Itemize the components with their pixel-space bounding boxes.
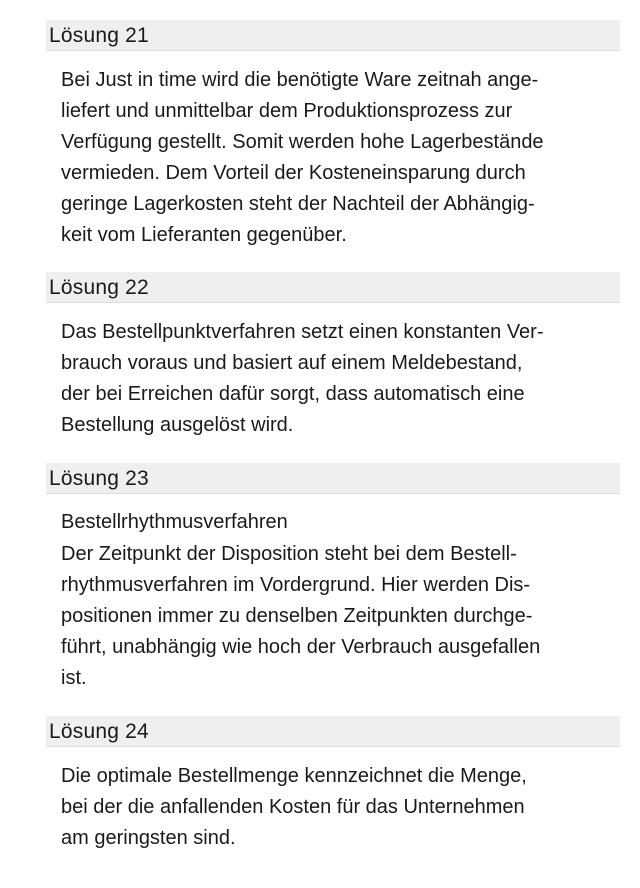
text-line: rhythmusverfahren im Vordergrund. Hier werden Dis- (61, 574, 531, 596)
section-body (61, 51, 621, 272)
text-line: Das Bestellpunktverfahren setzt einen konstanten Ver- (61, 321, 544, 343)
section-body (61, 747, 621, 874)
section-heading: Lösung 24 (46, 716, 620, 747)
solution-text (61, 317, 621, 441)
text-line: vermieden. Dem Vorteil der Kosteneinsparung durch (61, 162, 526, 184)
text-line: am geringsten sind. (61, 827, 236, 849)
text-line: positionen immer zu denselben Zeitpunkten durchge- (61, 605, 533, 627)
solution-section-23 (0, 463, 640, 716)
text-line: der bei Erreichen dafür sorgt, dass automatisch eine (61, 383, 525, 405)
section-heading: Lösung 23 (46, 463, 620, 494)
text-line: Bestellung ausgelöst wird. (61, 414, 294, 436)
solution-section-21 (0, 20, 640, 272)
section-heading: Lösung 21 (46, 20, 620, 51)
solution-subtitle: Bestellrhythmusverfahren (61, 511, 288, 533)
text-line: Verfügung gestellt. Somit werden hohe Lagerbestände (61, 131, 544, 153)
solution-section-24 (0, 716, 640, 874)
solution-section-22 (0, 272, 640, 463)
text-line: geringe Lagerkosten steht der Nachteil der Abhängig- (61, 193, 535, 215)
document-page (0, 20, 640, 874)
text-line: Bei Just in time wird die benötigte Ware zeitnah ange- (61, 69, 539, 91)
solution-text (61, 539, 621, 694)
solution-text (61, 65, 621, 251)
section-heading: Lösung 22 (46, 272, 620, 303)
text-line: Der Zeitpunkt der Disposition steht bei dem Bestell- (61, 543, 517, 565)
text-line: bei der die anfallenden Kosten für das Unternehmen (61, 796, 525, 818)
solution-text (61, 761, 621, 854)
text-line: brauch voraus und basiert auf einem Meldebestand, (61, 352, 523, 374)
text-line: keit vom Lieferanten gegenüber. (61, 224, 347, 246)
text-line: ist. (61, 667, 87, 689)
text-line: führt, unabhängig wie hoch der Verbrauch ausgefallen (61, 636, 541, 658)
text-line: Die optimale Bestellmenge kennzeichnet die Menge, (61, 765, 527, 787)
section-body (61, 494, 621, 716)
text-line: liefert und unmittelbar dem Produktionsprozess zur (61, 100, 513, 122)
section-body (61, 303, 621, 463)
